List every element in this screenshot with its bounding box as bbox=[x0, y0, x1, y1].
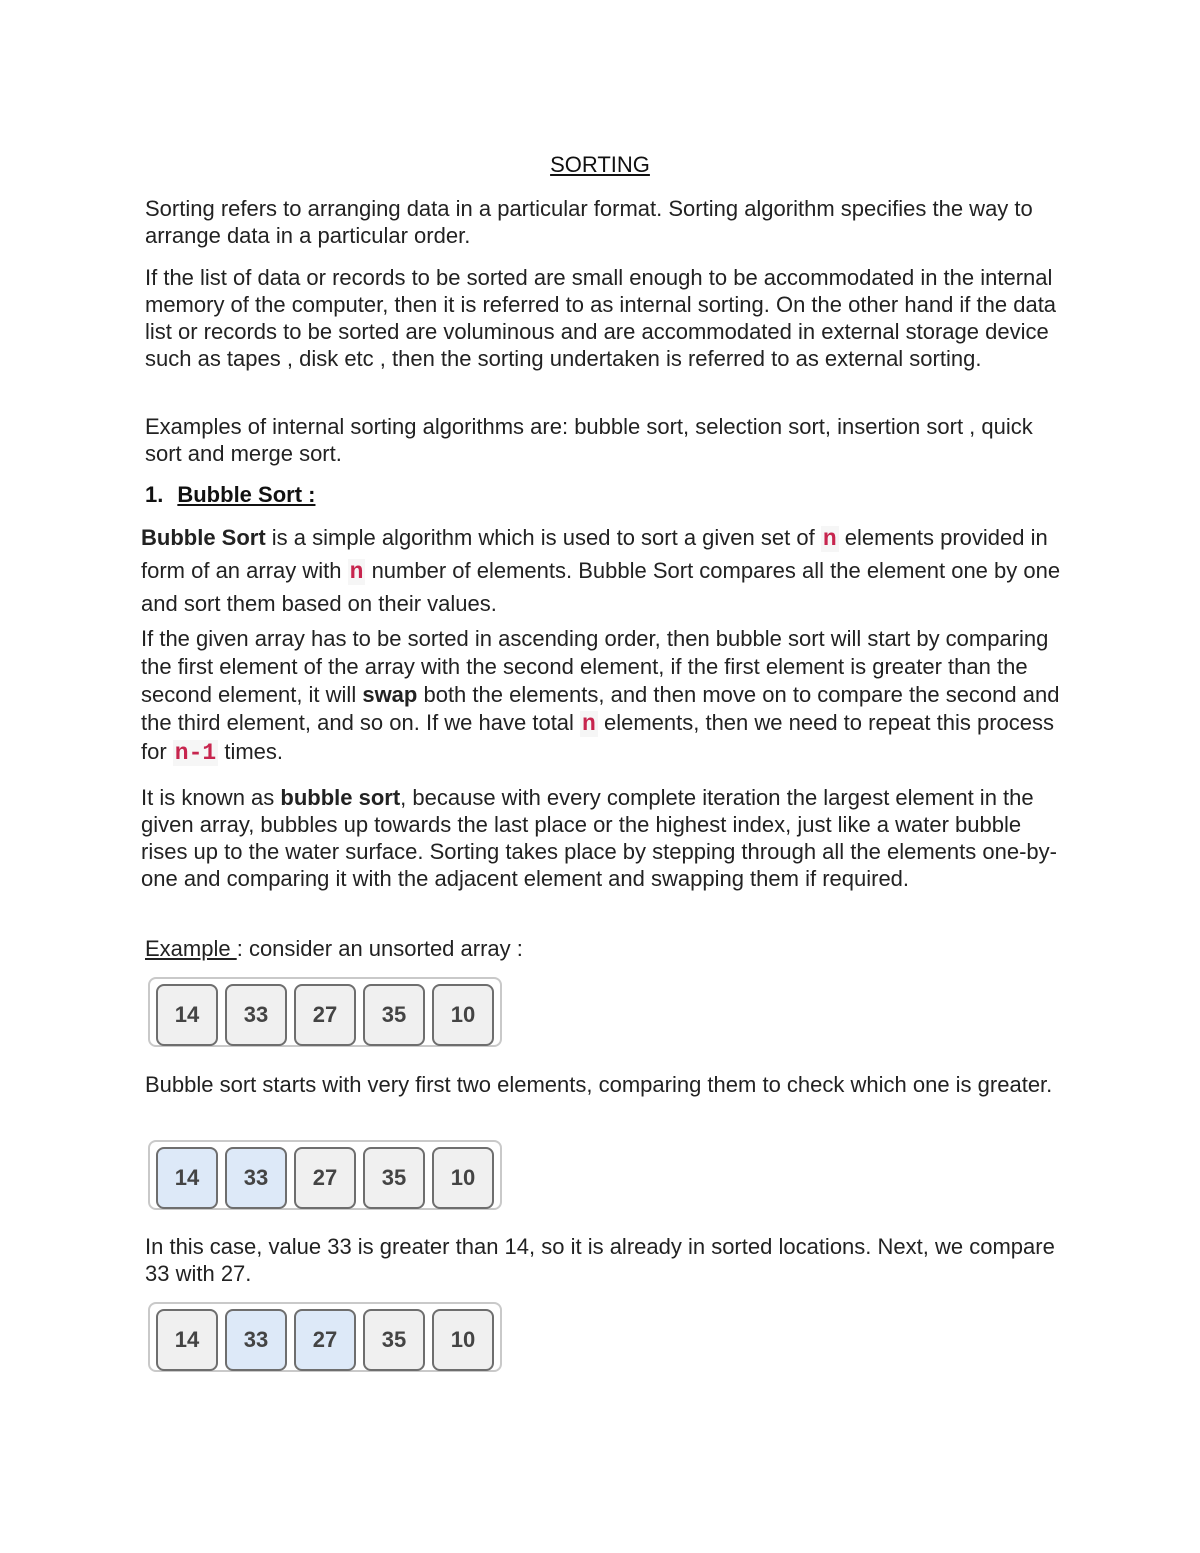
array-cell: 33 bbox=[225, 1147, 287, 1209]
ascending-text-3: elements, then we need to repeat this process for bbox=[141, 710, 1055, 764]
array-cell: 27 bbox=[294, 984, 356, 1046]
array-cell: 33 bbox=[225, 984, 287, 1046]
intro-paragraph-2: If the list of data or records to be sorted are small enough to be accommodated in the internal memory of the computer, then it is referred to as internal sorting. On the other hand if the data list or records to be sorted are voluminous and are accommodated in external storage device such as tapes , disk etc , then the sorting undertaken is referred to as external sorting. bbox=[145, 265, 1057, 371]
page-title: SORTING bbox=[550, 152, 650, 177]
array-diagram-unsorted bbox=[148, 977, 502, 1047]
array-cell: 10 bbox=[432, 984, 494, 1046]
section-heading-label: Bubble Sort : bbox=[177, 482, 316, 507]
swap-bold: swap bbox=[362, 682, 418, 707]
section-heading-bubble-sort bbox=[145, 482, 315, 508]
ascending-text-1: If the given array has to be sorted in ascending order, then bubble sort will start by comparing the first element of the array with the second element, if the first element is greater than the second element, it will bbox=[141, 626, 1049, 707]
definition-text-2: elements provided in form of an array with bbox=[141, 525, 1048, 583]
intro-paragraph-3: Examples of internal sorting algorithms are: bubble sort, selection sort, insertion sort , quick sort and merge sort. bbox=[145, 414, 1033, 466]
definition-text-3: number of elements. Bubble Sort compares all the element one by one and sort them based on their values. bbox=[141, 558, 1061, 616]
step2-paragraph: In this case, value 33 is greater than 14, so it is already in sorted locations. Next, we compare 33 with 27. bbox=[145, 1234, 1055, 1286]
ascending-order-paragraph bbox=[141, 625, 1071, 767]
example-text: : consider an unsorted array : bbox=[236, 936, 523, 961]
code-n: n bbox=[349, 559, 364, 585]
example-line bbox=[145, 935, 1075, 962]
array-cell: 14 bbox=[156, 1309, 218, 1371]
array-cell: 27 bbox=[294, 1309, 356, 1371]
array-cell: 14 bbox=[156, 1147, 218, 1209]
intro-paragraph-1: Sorting refers to arranging data in a particular format. Sorting algorithm specifies the way to arrange data in a particular order. bbox=[145, 196, 1033, 248]
definition-text-1: is a simple algorithm which is used to sort a given set of bbox=[265, 525, 821, 550]
bubble-sort-bold: bubble sort bbox=[280, 785, 401, 810]
ascending-text-4: times. bbox=[218, 739, 284, 764]
code-n: n bbox=[582, 711, 596, 737]
array-cell: 33 bbox=[225, 1309, 287, 1371]
array-cell: 35 bbox=[363, 984, 425, 1046]
section-number: 1. bbox=[145, 482, 164, 507]
code-n: n bbox=[822, 526, 837, 552]
code-n-minus-1: n-1 bbox=[174, 740, 217, 766]
ascending-text-2: both the elements, and then move on to compare the second and the third element, and so on. If we have total bbox=[141, 682, 1060, 735]
example-label: Example bbox=[145, 936, 237, 961]
bubble-sort-definition bbox=[141, 522, 1071, 619]
known-as-paragraph bbox=[141, 784, 1071, 892]
known-text-1: It is known as bbox=[141, 785, 281, 810]
array-diagram-compare-33-27 bbox=[148, 1302, 502, 1372]
array-cell: 10 bbox=[432, 1147, 494, 1209]
definition-bold-term: Bubble Sort bbox=[141, 525, 266, 550]
array-cell: 35 bbox=[363, 1309, 425, 1371]
array-cell: 27 bbox=[294, 1147, 356, 1209]
step1-paragraph: Bubble sort starts with very first two elements, comparing them to check which one is greater. bbox=[145, 1072, 1053, 1097]
array-cell: 14 bbox=[156, 984, 218, 1046]
array-cell: 10 bbox=[432, 1309, 494, 1371]
array-cell: 35 bbox=[363, 1147, 425, 1209]
array-diagram-compare-first-two bbox=[148, 1140, 502, 1210]
known-text-2: , because with every complete iteration the largest element in the given array, bubbles up towards the last place or the highest index, just like a water bubble rises up to the water surface. Sorting takes place by stepping through all the elements one-by-one and comparing it with the adjacent element and swapping them if required. bbox=[141, 785, 1057, 891]
